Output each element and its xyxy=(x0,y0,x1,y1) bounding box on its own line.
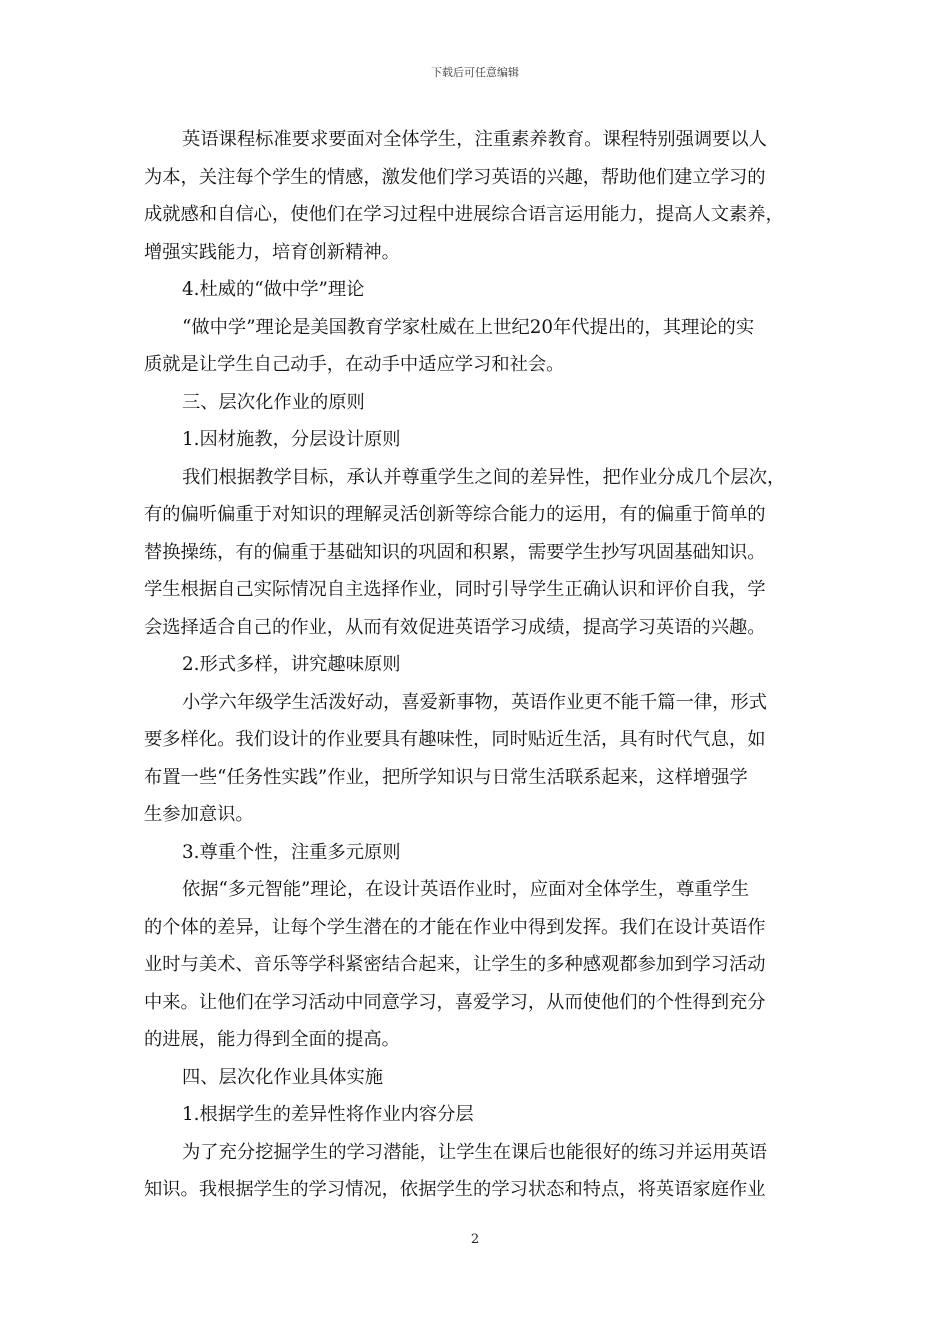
text-line: 会选择适合自己的作业，从而有效促进英语学习成绩，提高学习英语的兴趣。 xyxy=(144,616,766,638)
text-line: 业时与美术、音乐等学科紧密结合起来，让学生的多种感观都参加到学习活动 xyxy=(144,954,766,975)
text-line: 有的偏听偏重于对知识的理解灵活创新等综合能力的运用，有的偏重于简单的 xyxy=(144,504,766,525)
text-line: 小学六年级学生活泼好动，喜爱新事物，英语作业更不能千篇一律，形式 xyxy=(182,691,767,713)
text-line: 我们根据教学目标，承认并尊重学生之间的差异性，把作业分成几个层次， xyxy=(182,466,786,488)
text-line: 的个体的差异，让每个学生潜在的才能在作业中得到发挥。我们在设计英语作 xyxy=(144,916,766,938)
text-line: 为本，关注每个学生的情感，激发他们学习英语的兴趣，帮助他们建立学习的 xyxy=(144,166,766,188)
text-line: 中来。让他们在学习活动中同意学习，喜爱学习，从而使他们的个性得到充分 xyxy=(144,991,766,1013)
text-line: 布置一些“任务性实践”作业，把所学知识与日常生活联系起来，这样增强学 xyxy=(144,766,748,788)
text-line: 知识。我根据学生的学习情况，依据学生的学习状态和特点，将英语家庭作业 xyxy=(144,1179,766,1200)
text-line: 成就感和自信心，使他们在学习过程中进展综合语言运用能力，提高人文素养， xyxy=(144,204,784,225)
text-line: 4.杜威的“做中学”理论 xyxy=(182,279,365,300)
text-line: 四、层次化作业具体实施 xyxy=(182,1066,384,1088)
text-line: 学生根据自己实际情况自主选择作业，同时引导学生正确认识和评价自我，学 xyxy=(144,579,766,600)
document-body xyxy=(144,121,808,1209)
text-line: 2.形式多样，讲究趣味原则 xyxy=(182,654,401,675)
text-line: 3.尊重个性，注重多元原则 xyxy=(182,841,401,863)
text-line: 增强实践能力，培育创新精神。 xyxy=(144,241,400,263)
text-line: 要多样化。我们设计的作业要具有趣味性，同时贴近生活，具有时代气息，如 xyxy=(144,729,766,750)
text-line: 替换操练，有的偏重于基础知识的巩固和积累，需要学生抄写巩固基础知识。 xyxy=(144,541,766,563)
text-line: 的进展，能力得到全面的提高。 xyxy=(144,1029,400,1050)
text-line: 英语课程标准要求要面对全体学生，注重素养教育。课程特别强调要以人 xyxy=(182,129,767,150)
text-line: 生参加意识。 xyxy=(144,804,254,825)
text-line: “做中学”理论是美国教育学家杜威在上世纪20年代提出的，其理论的实 xyxy=(182,316,755,338)
text-line: 三、层次化作业的原则 xyxy=(182,391,365,413)
text-line: 质就是让学生自己动手，在动手中适应学习和社会。 xyxy=(144,354,565,375)
page-header: 下载后可任意编辑 xyxy=(431,66,519,79)
text-line: 1.根据学生的差异性将作业内容分层 xyxy=(182,1104,474,1125)
page-number: 2 xyxy=(470,1232,480,1247)
text-line: 为了充分挖掘学生的学习潜能，让学生在课后也能很好的练习并运用英语 xyxy=(182,1141,767,1163)
text-line: 依据“多元智能”理论，在设计英语作业时，应面对全体学生，尊重学生 xyxy=(182,879,750,900)
text-line: 1.因材施教，分层设计原则 xyxy=(182,429,401,450)
